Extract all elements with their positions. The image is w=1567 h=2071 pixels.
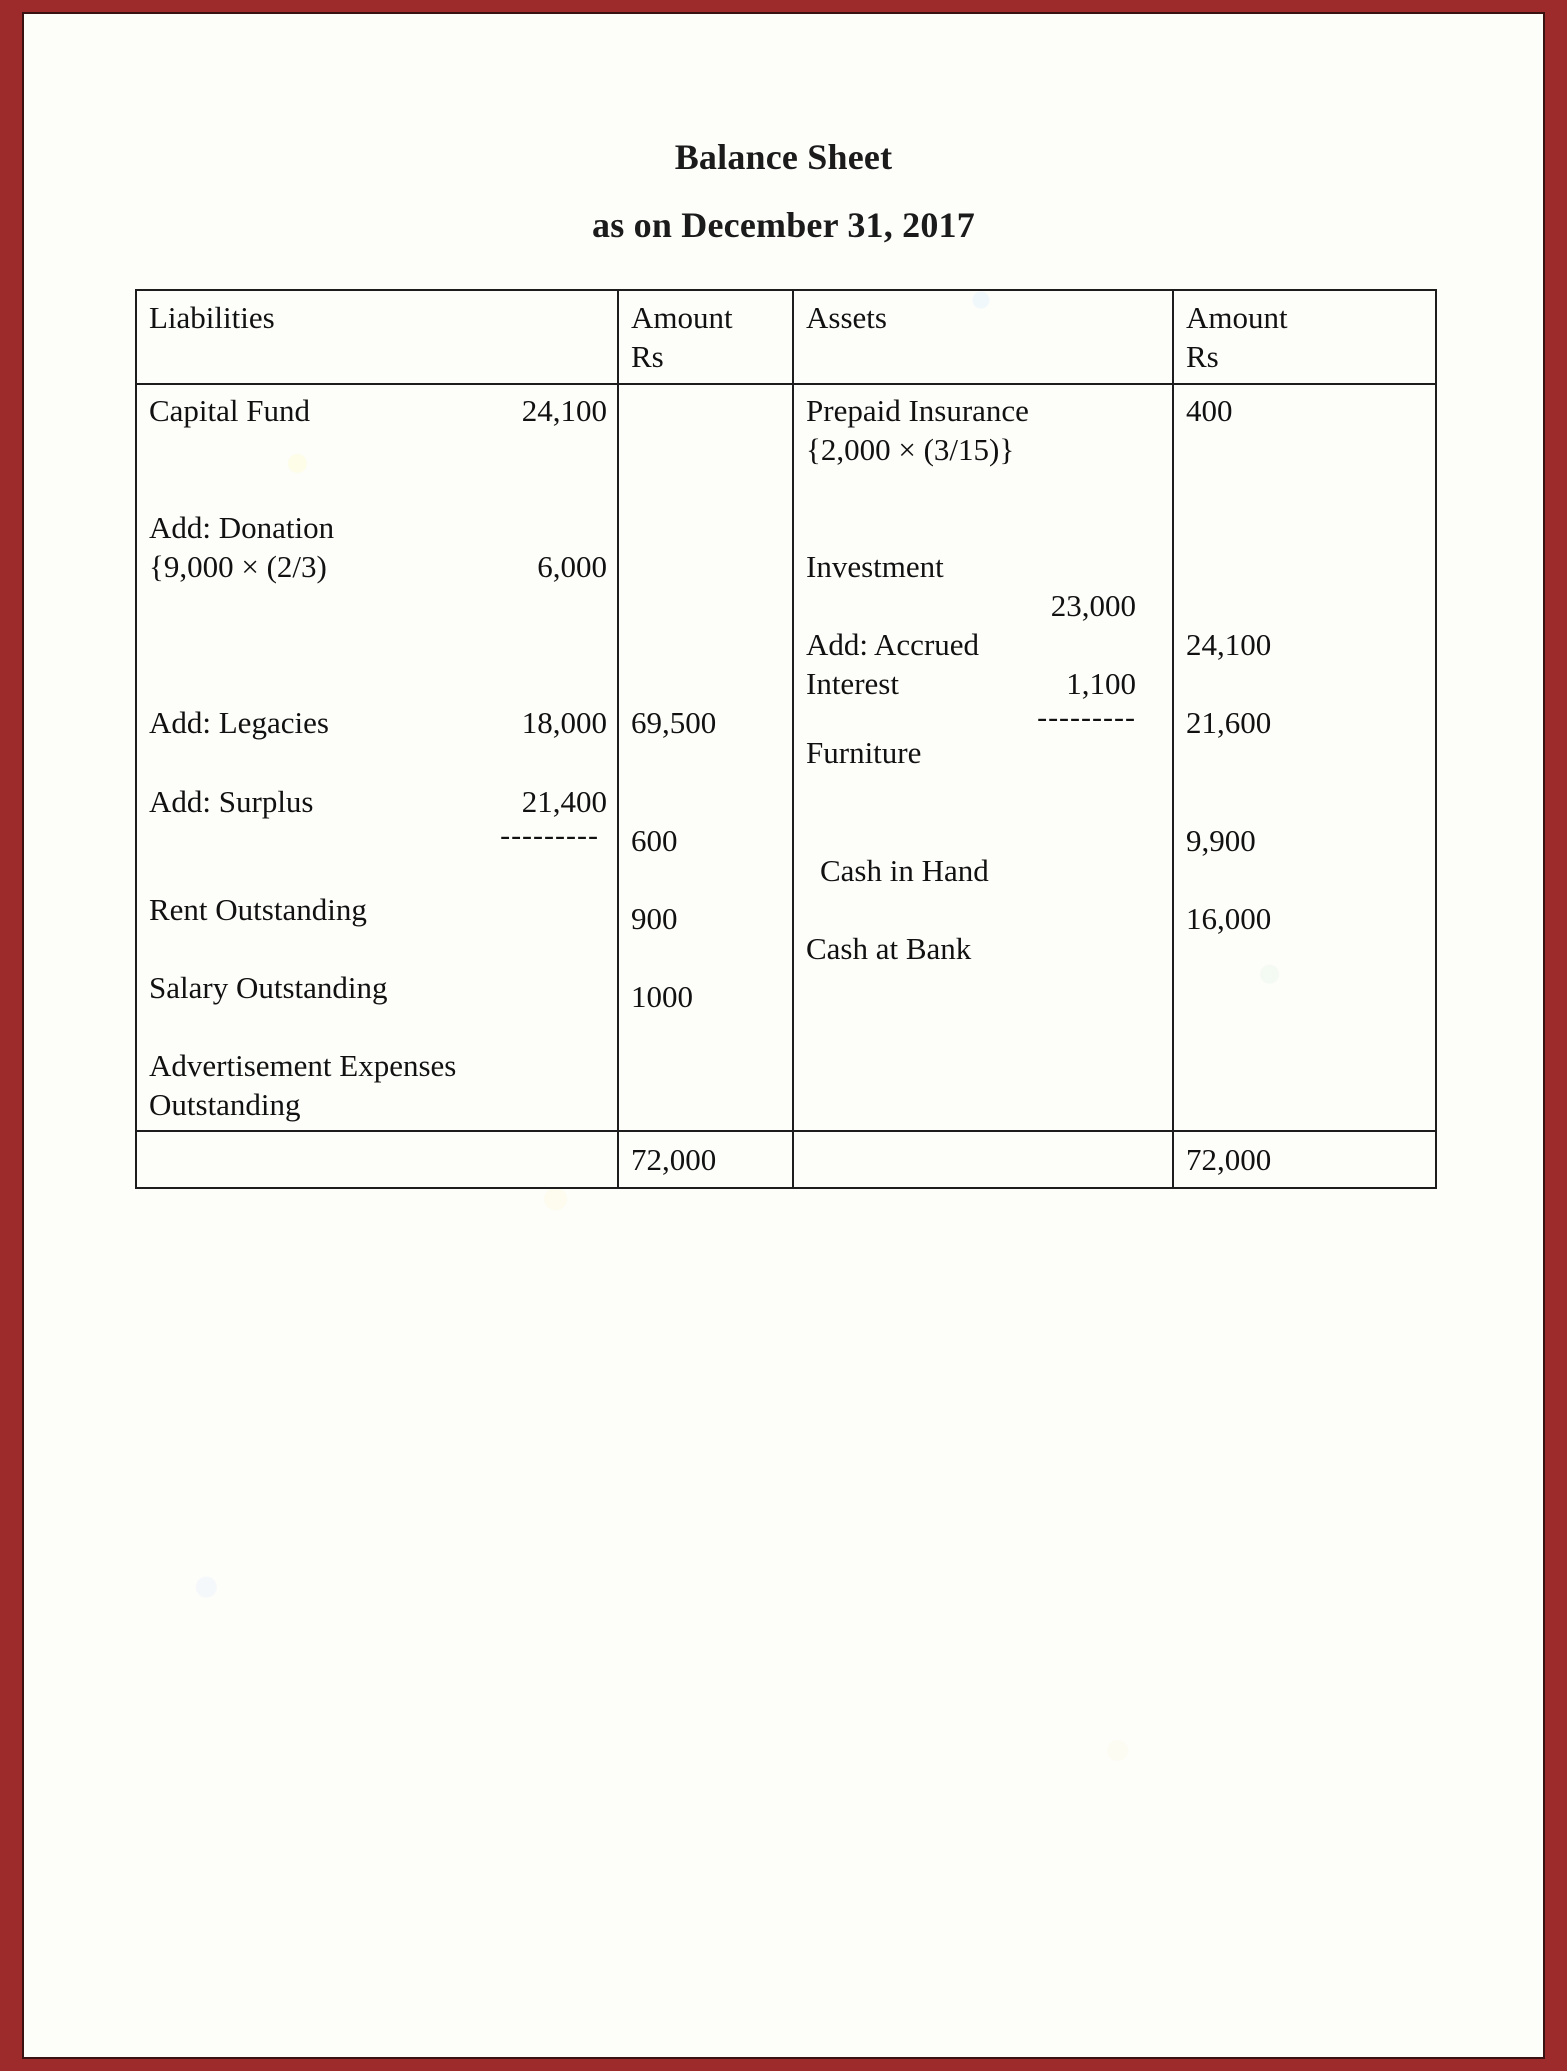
spacer — [1186, 430, 1425, 469]
list-item — [149, 703, 607, 742]
list-item — [149, 890, 607, 929]
page-frame — [22, 12, 1545, 2059]
table-total-row — [136, 1131, 1436, 1188]
subtotal-dashed-rule: --------- — [1037, 701, 1136, 735]
header-label-amount-left: Amount — [631, 300, 733, 335]
liability-amount-salary-outstanding: 1000 — [631, 978, 693, 1014]
liability-label-surplus: Add: Surplus — [149, 783, 314, 819]
liability-label-advertisement-expenses: Advertisement Expenses — [149, 1047, 457, 1083]
spacer — [631, 860, 782, 899]
spacer — [631, 469, 782, 508]
liability-amount-rent-outstanding: 900 — [631, 900, 678, 936]
spacer — [1186, 743, 1425, 782]
liabilities-entries — [137, 385, 617, 1130]
asset-label-cash-at-bank: Cash at Bank — [806, 930, 972, 966]
liability-label-capital-fund: Capital Fund — [149, 393, 311, 429]
asset-label-accrued-interest: Interest — [806, 666, 899, 702]
spacer — [631, 430, 782, 469]
balance-sheet-table — [135, 289, 1437, 1189]
list-item — [149, 968, 607, 1007]
spacer — [806, 890, 1162, 929]
list-item — [149, 391, 607, 430]
list-item — [149, 1046, 607, 1124]
spacer — [149, 664, 607, 703]
list-item — [806, 733, 1162, 772]
header-label-currency-left: Rs — [631, 339, 664, 375]
asset-accrued-interest-detail — [806, 664, 1162, 703]
list-item — [806, 391, 1162, 469]
spacer — [149, 586, 607, 625]
header-label-assets: Assets — [806, 300, 887, 335]
liability-inner-amount-donation: 6,000 — [537, 549, 607, 585]
spacer — [631, 586, 782, 625]
assets-amount-cell — [1173, 384, 1436, 1131]
list-item — [806, 929, 1162, 968]
column-header-liabilities — [136, 290, 618, 384]
liability-amount-surplus-net: 600 — [631, 822, 678, 858]
spacer — [806, 773, 1162, 812]
header-label-currency-right: Rs — [1186, 339, 1219, 375]
list-item — [806, 547, 1162, 625]
column-header-assets — [793, 290, 1173, 384]
spacer — [806, 812, 1162, 851]
asset-label-investment: Investment — [806, 549, 944, 585]
list-item — [806, 851, 1162, 890]
asset-inner-amount-accrued-interest: 1,100 — [1066, 666, 1136, 702]
spacer — [631, 547, 782, 586]
asset-amount-investment-total: 24,100 — [1186, 627, 1272, 663]
total-amount-liabilities: 72,000 — [631, 1141, 717, 1177]
liabilities-description-cell — [136, 384, 618, 1131]
list-item — [806, 625, 1162, 703]
asset-amount-prepaid-insurance: 400 — [1186, 393, 1233, 429]
liability-label-donation: Add: Donation — [149, 510, 335, 546]
assets-entries — [794, 385, 1172, 974]
spacer — [631, 508, 782, 547]
spacer — [149, 469, 607, 508]
liability-label-donation-formula: {9,000 × (2/3) — [149, 549, 327, 585]
liability-inner-amount-legacies: 18,000 — [521, 705, 607, 741]
asset-label-cash-in-hand: Cash in Hand — [820, 852, 989, 888]
liability-inner-amount-capital-fund: 24,100 — [521, 393, 607, 429]
spacer — [631, 743, 782, 782]
header-label-liabilities: Liabilities — [149, 300, 275, 335]
total-label-spacer-left — [136, 1131, 618, 1188]
asset-label-prepaid-insurance: Prepaid Insurance — [806, 393, 1029, 429]
spacer — [149, 743, 607, 782]
assets-amounts — [1174, 385, 1435, 944]
asset-inner-amount-investment: 23,000 — [1050, 588, 1136, 624]
liability-donation-detail — [149, 547, 607, 586]
spacer — [149, 430, 607, 469]
table-header-row — [136, 290, 1436, 384]
asset-amount-furniture: 21,600 — [1186, 705, 1272, 741]
spacer — [149, 1007, 607, 1046]
spacer — [1186, 860, 1425, 899]
header-label-amount-right: Amount — [1186, 300, 1288, 335]
spacer — [1186, 469, 1425, 508]
liability-inner-amount-surplus: 21,400 — [521, 783, 607, 819]
liabilities-amounts — [619, 385, 792, 1022]
spacer — [149, 929, 607, 968]
column-header-amount-assets — [1173, 290, 1436, 384]
table-body-row — [136, 384, 1436, 1131]
spacer — [149, 851, 607, 890]
list-item — [149, 508, 607, 586]
spacer — [1186, 586, 1425, 625]
spacer — [1186, 547, 1425, 586]
spacer — [149, 625, 607, 664]
liability-label-rent-outstanding: Rent Outstanding — [149, 891, 367, 927]
asset-amount-cash-in-hand: 9,900 — [1186, 822, 1256, 858]
subtotal-dashed-rule: --------- — [500, 818, 599, 852]
liability-label-legacies: Add: Legacies — [149, 705, 329, 741]
total-amount-assets: 72,000 — [1186, 1141, 1272, 1177]
liability-amount-capital-total: 69,500 — [631, 705, 717, 741]
spacer — [631, 391, 782, 430]
page-title: Balance Sheet — [674, 137, 893, 177]
page-subtitle: as on December 31, 2017 — [592, 205, 975, 245]
spacer — [631, 938, 782, 977]
spacer — [1186, 782, 1425, 821]
spacer — [806, 469, 1162, 508]
spacer — [631, 782, 782, 821]
asset-amount-cash-at-bank: 16,000 — [1186, 900, 1272, 936]
total-assets-cell — [1173, 1131, 1436, 1188]
asset-label-accrued: Add: Accrued — [806, 627, 980, 663]
liability-label-salary-outstanding: Salary Outstanding — [149, 969, 388, 1005]
asset-label-prepaid-insurance-formula: {2,000 × (3/15)} — [806, 432, 1015, 468]
total-liabilities-cell — [618, 1131, 793, 1188]
column-header-amount-liabilities — [618, 290, 793, 384]
spacer — [806, 508, 1162, 547]
assets-description-cell — [793, 384, 1173, 1131]
spacer — [631, 664, 782, 703]
list-item — [149, 782, 607, 821]
spacer — [1186, 664, 1425, 703]
spacer — [1186, 508, 1425, 547]
liability-label-advertisement-outstanding: Outstanding — [149, 1086, 301, 1122]
asset-label-furniture: Furniture — [806, 735, 922, 771]
total-label-spacer-right — [793, 1131, 1173, 1188]
spacer — [631, 625, 782, 664]
liabilities-amount-cell — [618, 384, 793, 1131]
